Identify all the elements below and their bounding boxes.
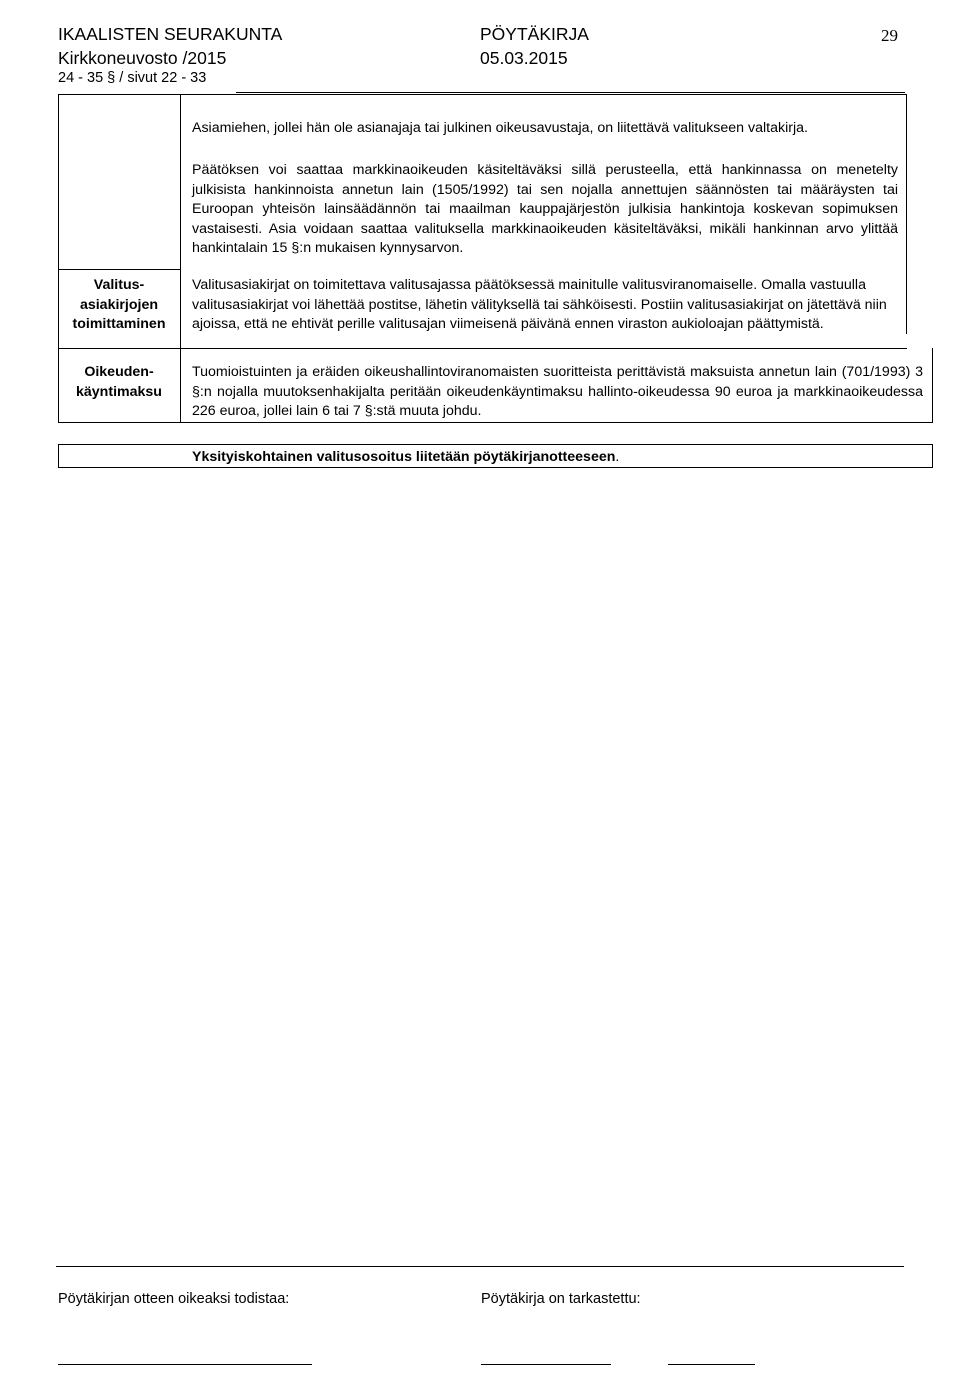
certify-signature-line	[58, 1364, 312, 1365]
fee-label: Oikeuden- käyntimaksu	[76, 364, 162, 400]
detailed-note-text: Yksityiskohtainen valitusosoitus liitetään pöytäkirjanotteeseen	[192, 449, 616, 465]
detailed-note	[192, 448, 619, 468]
meeting-date: 05.03.2015	[480, 48, 568, 68]
page-number: 29	[881, 26, 898, 45]
section-range: 24 - 35 § / sivut 22 - 33	[58, 70, 207, 86]
meeting-body: Kirkkoneuvosto /2015	[58, 48, 227, 68]
table-top-left	[58, 94, 180, 95]
delivery-paragraph: Valitusasiakirjat on toimitettava valitusajassa päätöksessä mainitulle valitusviranomaiselle. Omalla vastuulla valitusasiakirjat voi lähettää postitse, lähetin välityksellä tai sähköisesti. Postiin valitusasiakirjat on jätettävä niin ajoissa, että ne ehtivät perille valitusajan viimeisenä päivänä ennen viraston aukioloajan päättymistä.	[192, 277, 887, 332]
delivery-label: Valitus- asiakirjojen toimittaminen	[72, 277, 166, 332]
table-bottom	[58, 422, 933, 423]
checker-signature-line-1	[481, 1364, 611, 1365]
label-rule-1	[58, 269, 180, 270]
checker-signature-line-2	[668, 1364, 755, 1365]
table-right-border	[906, 94, 907, 334]
document-type: PÖYTÄKIRJA	[480, 24, 589, 44]
market-court-paragraph: Päätöksen voi saattaa markkinaoikeuden käsiteltäväksi sillä perusteella, että hankinnassa on menetelty julkisista hankinnoista annetun lain (1505/1992) tai sen nojalla annettujen säännösten tai määräysten tai Euroopan yhteisön lainsäädännön tai maailman kauppajärjestön julkisia hankintoja koskevan sopimuksen vastaisesti. Asia voidaan saattaa valituksella markkinaoikeuden käsiteltäväksi, mikäli hankinnan arvo ylittää hankintalain 15 §:n mukaisen kynnysarvon.	[192, 162, 898, 256]
fee-paragraph: Tuomioistuinten ja eräiden oikeushallintoviranomaisten suoritteista perittävistä maksuista annetun lain (701/1993) 3 §:n nojalla muutoksenhakijalta peritään oikeudenkäyntimaksu hallinto-oikeudessa 90 euroa ja markkinaoikeudessa 226 euroa, jollei lain 6 tai 7 §:stä muuta johdu.	[192, 364, 923, 419]
certify-label: Pöytäkirjan otteen oikeaksi todistaa:	[58, 1291, 290, 1307]
checked-label: Pöytäkirja on tarkastettu:	[481, 1291, 641, 1307]
label-rule-2	[58, 348, 180, 349]
table-divider	[180, 94, 181, 422]
fee-right-border	[932, 348, 933, 422]
intro-paragraph: Asiamiehen, jollei hän ole asianajaja tai julkinen oikeusavustaja, on liitettävä valitukseen valtakirja.	[192, 120, 808, 136]
org-name: IKAALISTEN SEURAKUNTA	[58, 24, 283, 44]
table-top-right	[180, 94, 907, 95]
footer-rule	[56, 1266, 904, 1267]
detailed-note-period: .	[615, 449, 620, 465]
header-rule	[236, 92, 905, 93]
content-rule-2	[180, 348, 907, 349]
